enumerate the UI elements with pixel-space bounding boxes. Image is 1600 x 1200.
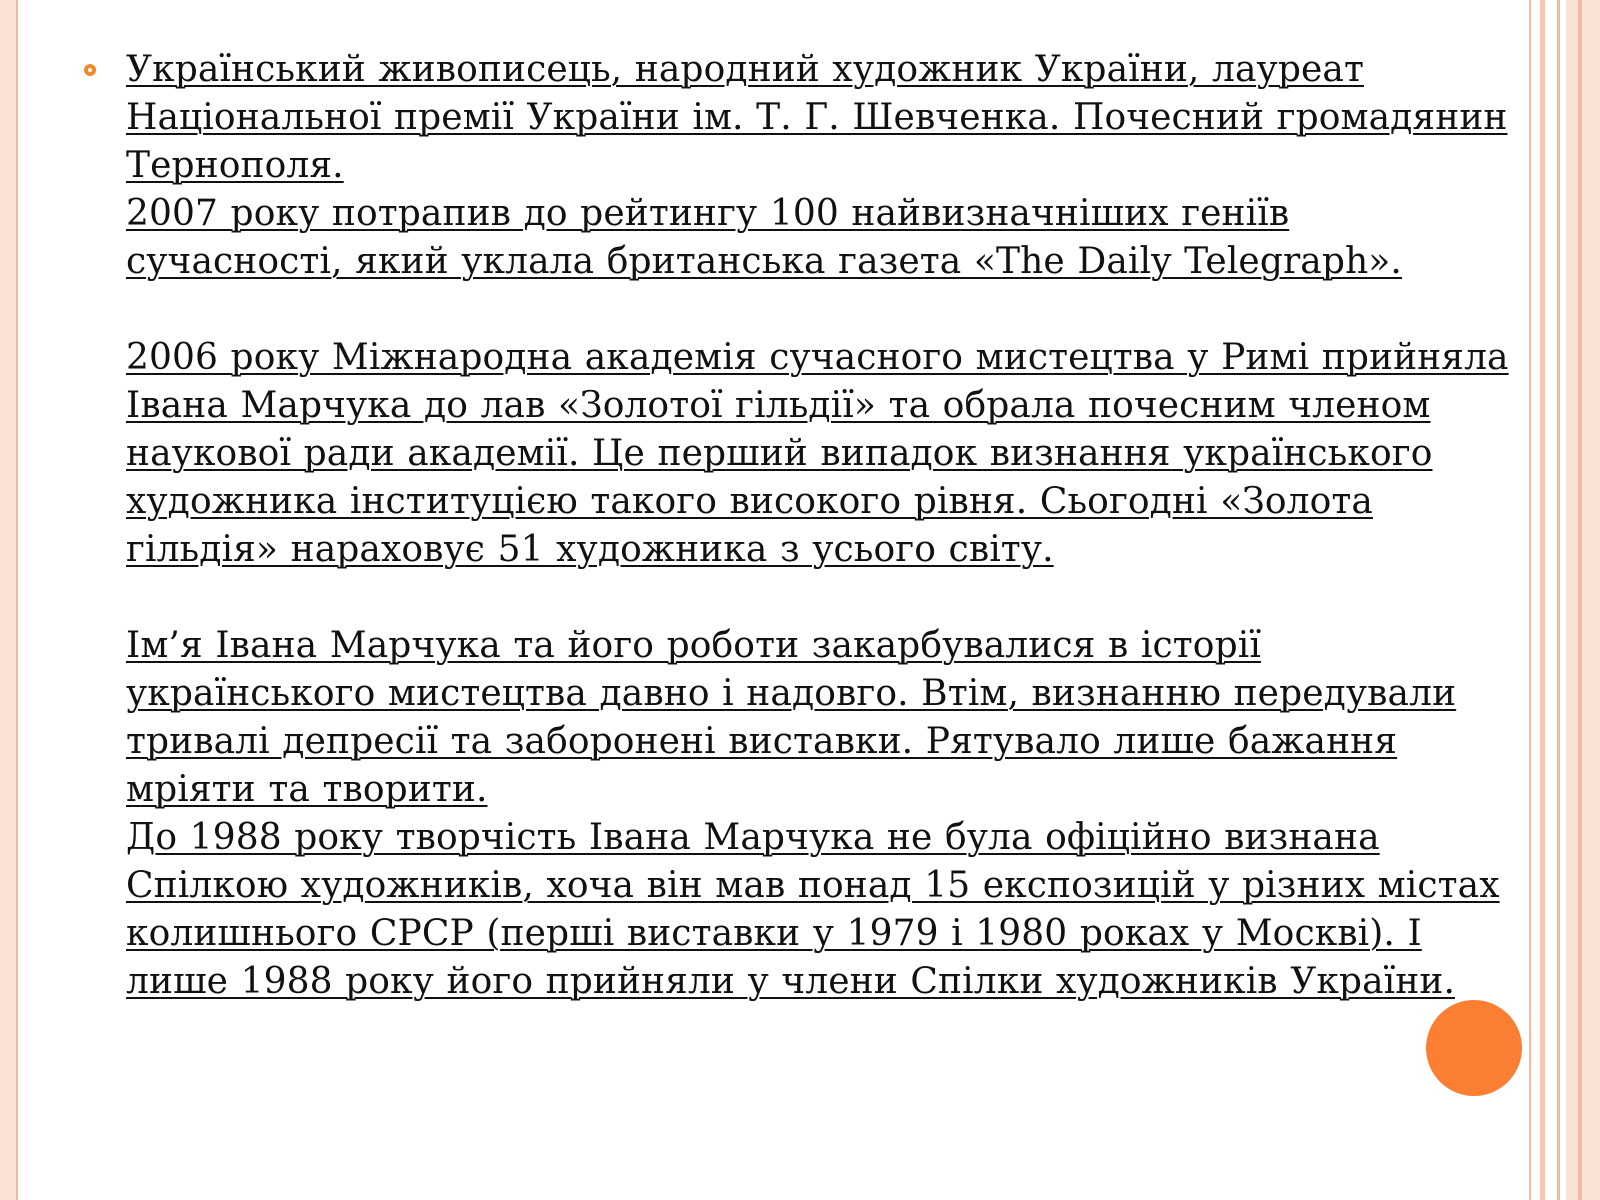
paragraph-history: Ім’я Івана Марчука та його роботи закарбувалися в історії українського мистецтва давно і надовго. Втім, визнанню передували тривалі депресії та заборонені виставки. Рятувало лише бажання мріяти та творити. bbox=[126, 625, 1457, 810]
paragraph-academy: 2006 року Міжнародна академія сучасного мистецтва у Римі прийняла Івана Марчука до лав «Золотої гільдії» та обрала почесним членом наукової ради академії. Це перший випадок визнання українського художника інституцією такого високого рівня. Сьогодні «Золота гільдія» нараховує 51 художника з усього світу. bbox=[126, 337, 1509, 570]
right-border-line-2 bbox=[1540, 0, 1545, 1200]
left-border-band bbox=[0, 0, 16, 1200]
right-border-line-4 bbox=[1578, 0, 1582, 1200]
paragraph-rating: 2007 року потрапив до рейтингу 100 найвизначніших геніїв сучасності, який уклала британська газета «The Daily Telegraph». bbox=[126, 193, 1402, 282]
paragraph-gap bbox=[126, 574, 1516, 622]
right-border-band bbox=[1566, 0, 1600, 1200]
bullet-circle-icon bbox=[84, 64, 96, 76]
paragraph-gap bbox=[126, 286, 1516, 334]
orange-circle-decoration bbox=[1426, 1000, 1522, 1096]
slide-text-block bbox=[126, 46, 1516, 1006]
slide-content-area bbox=[80, 46, 1520, 1166]
paragraph-intro: Український живописець, народний художник України, лауреат Національної премії України ім. Т. Г. Шевченка. Почесний громадянин Тернополя. bbox=[126, 49, 1508, 186]
right-border-line-3 bbox=[1557, 0, 1560, 1200]
paragraph-recognition: До 1988 року творчість Івана Марчука не була офіційно визнана Спілкою художників, хоча він мав понад 15 експозицій у різних містах колишнього СРСР (перші виставки у 1979 і 1980 роках у Москві). І лише 1988 року його прийняли у члени Спілки художників України. bbox=[126, 817, 1500, 1002]
left-border-line bbox=[16, 0, 18, 1200]
right-border-line-1 bbox=[1529, 0, 1531, 1200]
